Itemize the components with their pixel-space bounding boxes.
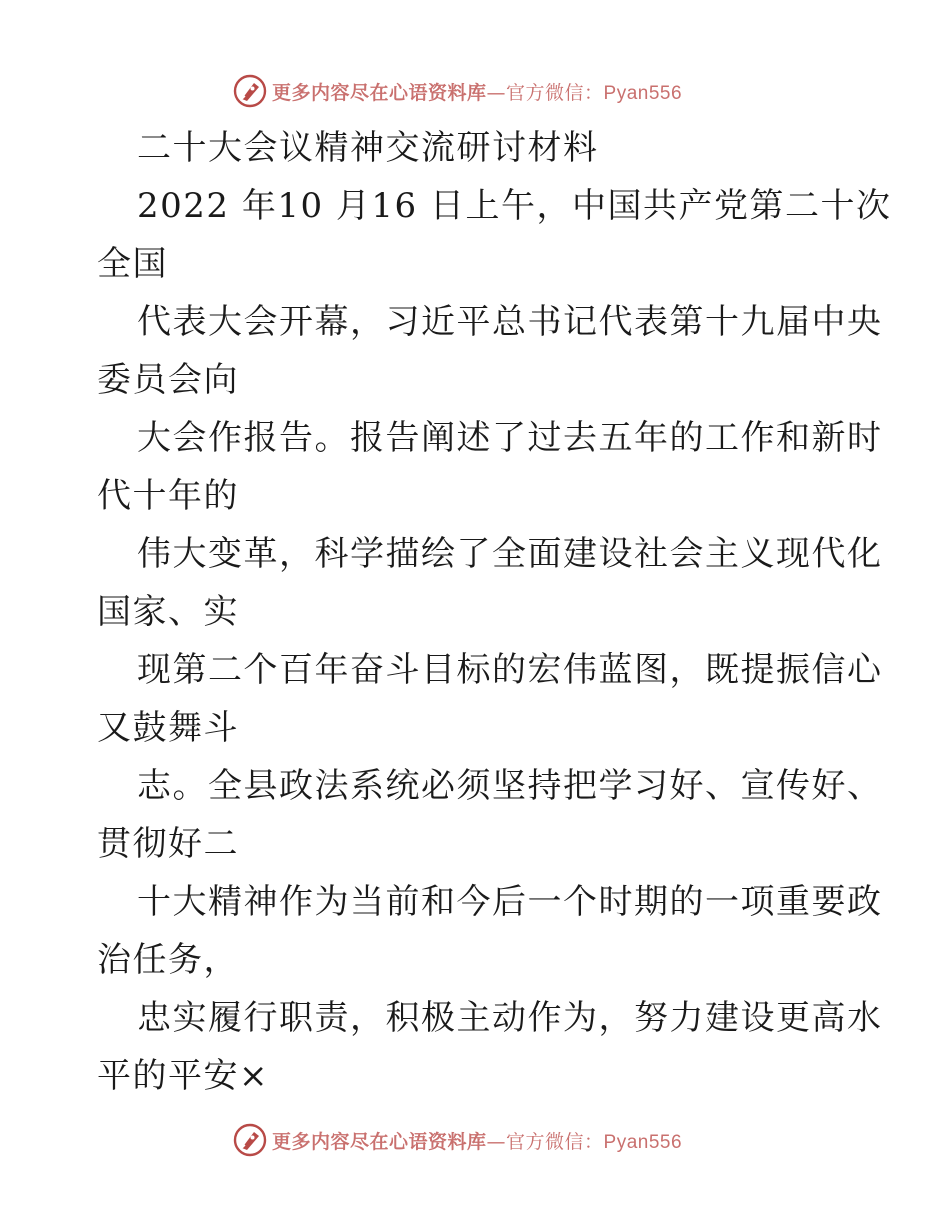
- body-line-12: 贯彻好二: [97, 824, 239, 864]
- body-line-7: 伟大变革，科学描绘了全面建设社会主义现代化: [137, 534, 883, 574]
- body-line-5: 大会作报告。报告阐述了过去五年的工作和新时: [137, 418, 883, 458]
- footer-watermark: [233, 1120, 682, 1160]
- body-line-16: 平的平安×: [97, 1056, 269, 1096]
- watermark-wechat-label: 官方微信：: [506, 1130, 604, 1153]
- body-line-8: 国家、实: [97, 592, 239, 632]
- header-watermark: [233, 71, 682, 111]
- watermark-main-text: 更多内容尽在心语资料库: [272, 1130, 487, 1153]
- body-line-10: 又鼓舞斗: [97, 708, 239, 748]
- watermark-wechat-id: Pyan556: [603, 1131, 683, 1153]
- body-line-14: 治任务，: [97, 940, 239, 980]
- watermark-text: [272, 1127, 682, 1154]
- body-line-9: 现第二个百年奋斗目标的宏伟蓝图，既提振信心: [137, 650, 883, 690]
- body-line-15: 忠实履行职责，积极主动作为，努力建设更高水: [137, 998, 883, 1038]
- body-line-11: 志。全县政法系统必须坚持把学习好、宣传好、: [137, 766, 883, 806]
- body-line-13: 十大精神作为当前和今后一个时期的一项重要政: [137, 882, 883, 922]
- body-line-6: 代十年的: [97, 476, 239, 516]
- watermark-wechat-id: Pyan556: [603, 82, 683, 104]
- watermark-text: [272, 78, 682, 105]
- watermark-separator: —: [486, 1130, 507, 1153]
- body-line-1: 2022 年10 月16 日上午，中国共产党第二十次: [137, 186, 892, 226]
- watermark-separator: —: [486, 81, 507, 104]
- body-line-3: 代表大会开幕，习近平总书记代表第十九届中央: [137, 302, 883, 342]
- watermark-wechat-label: 官方微信：: [506, 81, 604, 104]
- watermark-main-text: 更多内容尽在心语资料库: [272, 81, 487, 104]
- pen-nib-logo-icon: [233, 74, 267, 108]
- document-title: 二十大会议精神交流研讨材料: [137, 128, 599, 168]
- pen-nib-logo-icon: [233, 1123, 267, 1157]
- body-line-4: 委员会向: [97, 360, 239, 400]
- body-line-2: 全国: [97, 244, 168, 284]
